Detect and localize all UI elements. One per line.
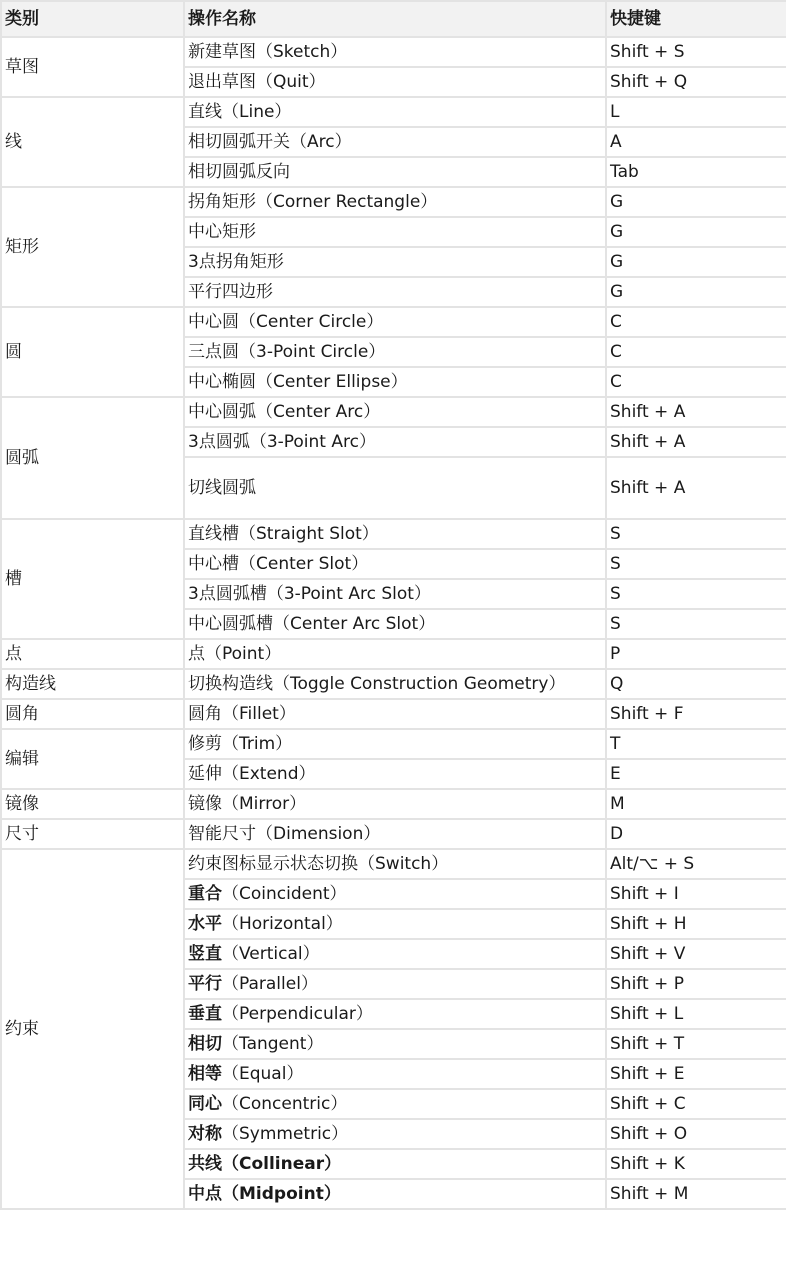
- operation-cell: [184, 579, 606, 609]
- category-cell: 编辑: [1, 729, 184, 789]
- shortcut-cell: C: [606, 307, 786, 337]
- table-row: [1, 97, 786, 127]
- operation-label: （Equal）: [222, 1064, 304, 1084]
- category-cell: 圆角: [1, 699, 184, 729]
- operation-label: 中心矩形: [188, 222, 256, 242]
- category-cell: 镜像: [1, 789, 184, 819]
- operation-bold-label: 重合: [188, 884, 222, 904]
- table-row: [1, 519, 786, 549]
- operation-cell: [184, 67, 606, 97]
- operation-label: 智能尺寸（Dimension）: [188, 824, 381, 844]
- shortcut-cell: Shift + P: [606, 969, 786, 999]
- shortcut-cell: Shift + K: [606, 1149, 786, 1179]
- operation-bold-label: 平行: [188, 974, 222, 994]
- shortcut-cell: Shift + H: [606, 909, 786, 939]
- operation-label: 中心槽（Center Slot）: [188, 554, 369, 574]
- operation-cell: [184, 1029, 606, 1059]
- shortcut-cell: Shift + E: [606, 1059, 786, 1089]
- operation-label: 中心圆（Center Circle）: [188, 312, 384, 332]
- shortcut-cell: Shift + F: [606, 699, 786, 729]
- header-operation: 操作名称: [184, 1, 606, 37]
- operation-label: 点（Point）: [188, 644, 282, 664]
- operation-cell: [184, 307, 606, 337]
- operation-cell: [184, 519, 606, 549]
- operation-cell: [184, 549, 606, 579]
- operation-label: （Concentric）: [222, 1094, 348, 1114]
- table-row: [1, 789, 786, 819]
- operation-cell: [184, 457, 606, 519]
- shortcut-cell: Q: [606, 669, 786, 699]
- operation-cell: [184, 729, 606, 759]
- category-cell: 构造线: [1, 669, 184, 699]
- operation-cell: [184, 157, 606, 187]
- shortcut-cell: S: [606, 579, 786, 609]
- operation-label: 镜像（Mirror）: [188, 794, 307, 814]
- category-cell: 点: [1, 639, 184, 669]
- category-cell: 圆: [1, 307, 184, 397]
- operation-label: 中心椭圆（Center Ellipse）: [188, 372, 408, 392]
- operation-label: （Symmetric）: [222, 1124, 349, 1144]
- operation-cell: [184, 1089, 606, 1119]
- table-row: [1, 397, 786, 427]
- operation-cell: [184, 909, 606, 939]
- operation-cell: [184, 1059, 606, 1089]
- shortcut-cell: S: [606, 609, 786, 639]
- operation-label: 拐角矩形（Corner Rectangle）: [188, 192, 438, 212]
- operation-label: 中心圆弧（Center Arc）: [188, 402, 381, 422]
- operation-label: （Parallel）: [222, 974, 318, 994]
- shortcut-cell: Shift + O: [606, 1119, 786, 1149]
- operation-label: 相切圆弧开关（Arc）: [188, 132, 352, 152]
- shortcut-cell: Shift + M: [606, 1179, 786, 1209]
- shortcut-cell: S: [606, 549, 786, 579]
- operation-label: （Vertical）: [222, 944, 320, 964]
- category-cell: 约束: [1, 849, 184, 1209]
- operation-cell: [184, 37, 606, 67]
- table-row: [1, 699, 786, 729]
- operation-cell: [184, 999, 606, 1029]
- shortcut-cell: T: [606, 729, 786, 759]
- operation-label: （Midpoint）: [222, 1184, 341, 1204]
- shortcut-cell: M: [606, 789, 786, 819]
- operation-cell: [184, 759, 606, 789]
- operation-label: 相切圆弧反向: [188, 162, 290, 182]
- category-cell: 矩形: [1, 187, 184, 307]
- operation-label: 切线圆弧: [188, 478, 256, 498]
- operation-cell: [184, 1179, 606, 1209]
- operation-cell: [184, 969, 606, 999]
- operation-bold-label: 对称: [188, 1124, 222, 1144]
- operation-label: （Coincident）: [222, 884, 347, 904]
- operation-bold-label: 垂直: [188, 1004, 222, 1024]
- shortcut-cell: Shift + A: [606, 427, 786, 457]
- operation-cell: [184, 397, 606, 427]
- shortcut-cell: Tab: [606, 157, 786, 187]
- table-row: [1, 849, 786, 879]
- operation-cell: [184, 367, 606, 397]
- operation-label: （Perpendicular）: [222, 1004, 373, 1024]
- shortcut-cell: Shift + A: [606, 457, 786, 519]
- shortcut-cell: G: [606, 217, 786, 247]
- operation-label: （Collinear）: [222, 1154, 342, 1174]
- shortcut-cell: Shift + C: [606, 1089, 786, 1119]
- shortcut-cell: S: [606, 519, 786, 549]
- category-cell: 草图: [1, 37, 184, 97]
- operation-label: （Tangent）: [222, 1034, 324, 1054]
- operation-bold-label: 共线: [188, 1154, 222, 1174]
- operation-bold-label: 竖直: [188, 944, 222, 964]
- shortcut-cell: C: [606, 367, 786, 397]
- shortcut-cell: G: [606, 247, 786, 277]
- header-category: 类别: [1, 1, 184, 37]
- operation-cell: [184, 97, 606, 127]
- category-cell: 槽: [1, 519, 184, 639]
- operation-bold-label: 相切: [188, 1034, 222, 1054]
- table-row: [1, 729, 786, 759]
- table-row: [1, 819, 786, 849]
- operation-cell: [184, 699, 606, 729]
- operation-bold-label: 同心: [188, 1094, 222, 1114]
- category-cell: 线: [1, 97, 184, 187]
- table-row: [1, 669, 786, 699]
- operation-bold-label: 中点: [188, 1184, 222, 1204]
- operation-label: 圆角（Fillet）: [188, 704, 296, 724]
- operation-label: 直线槽（Straight Slot）: [188, 524, 379, 544]
- shortcut-cell: Shift + A: [606, 397, 786, 427]
- operation-bold-label: 水平: [188, 914, 222, 934]
- operation-label: 切换构造线（Toggle Construction Geometry）: [188, 674, 566, 694]
- shortcut-cell: Shift + V: [606, 939, 786, 969]
- header-row: [1, 1, 786, 37]
- shortcut-cell: P: [606, 639, 786, 669]
- operation-cell: [184, 337, 606, 367]
- operation-cell: [184, 849, 606, 879]
- operation-label: 延伸（Extend）: [188, 764, 316, 784]
- operation-cell: [184, 639, 606, 669]
- shortcut-cell: Shift + T: [606, 1029, 786, 1059]
- shortcut-cell: G: [606, 277, 786, 307]
- shortcut-cell: Shift + Q: [606, 67, 786, 97]
- shortcut-cell: L: [606, 97, 786, 127]
- operation-label: 三点圆（3-Point Circle）: [188, 342, 386, 362]
- operation-cell: [184, 187, 606, 217]
- operation-cell: [184, 1149, 606, 1179]
- operation-cell: [184, 427, 606, 457]
- operation-cell: [184, 1119, 606, 1149]
- table-body: [1, 37, 786, 1209]
- operation-label: 约束图标显示状态切换（Switch）: [188, 854, 449, 874]
- shortcut-cell: Shift + I: [606, 879, 786, 909]
- shortcut-cell: C: [606, 337, 786, 367]
- shortcut-cell: Shift + S: [606, 37, 786, 67]
- operation-label: （Horizontal）: [222, 914, 343, 934]
- operation-cell: [184, 789, 606, 819]
- table-row: [1, 187, 786, 217]
- operation-label: 中心圆弧槽（Center Arc Slot）: [188, 614, 436, 634]
- shortcut-cell: E: [606, 759, 786, 789]
- shortcut-cell: A: [606, 127, 786, 157]
- operation-label: 直线（Line）: [188, 102, 292, 122]
- table-row: [1, 639, 786, 669]
- category-cell: 尺寸: [1, 819, 184, 849]
- table-row: [1, 307, 786, 337]
- shortcut-cell: Alt/⌥ + S: [606, 849, 786, 879]
- operation-cell: [184, 217, 606, 247]
- shortcut-cell: Shift + L: [606, 999, 786, 1029]
- operation-label: 新建草图（Sketch）: [188, 42, 348, 62]
- operation-label: 3点圆弧（3-Point Arc）: [188, 432, 376, 452]
- operation-cell: [184, 879, 606, 909]
- shortcut-cell: G: [606, 187, 786, 217]
- operation-bold-label: 相等: [188, 1064, 222, 1084]
- operation-cell: [184, 277, 606, 307]
- operation-label: 退出草图（Quit）: [188, 72, 326, 92]
- category-cell: 圆弧: [1, 397, 184, 519]
- shortcut-cell: D: [606, 819, 786, 849]
- operation-cell: [184, 669, 606, 699]
- operation-cell: [184, 819, 606, 849]
- operation-cell: [184, 247, 606, 277]
- operation-label: 平行四边形: [188, 282, 273, 302]
- table-row: [1, 37, 786, 67]
- operation-cell: [184, 127, 606, 157]
- operation-label: 3点圆弧槽（3-Point Arc Slot）: [188, 584, 431, 604]
- header-shortcut: 快捷键: [606, 1, 786, 37]
- operation-cell: [184, 939, 606, 969]
- operation-cell: [184, 609, 606, 639]
- operation-label: 修剪（Trim）: [188, 734, 293, 754]
- operation-label: 3点拐角矩形: [188, 252, 284, 272]
